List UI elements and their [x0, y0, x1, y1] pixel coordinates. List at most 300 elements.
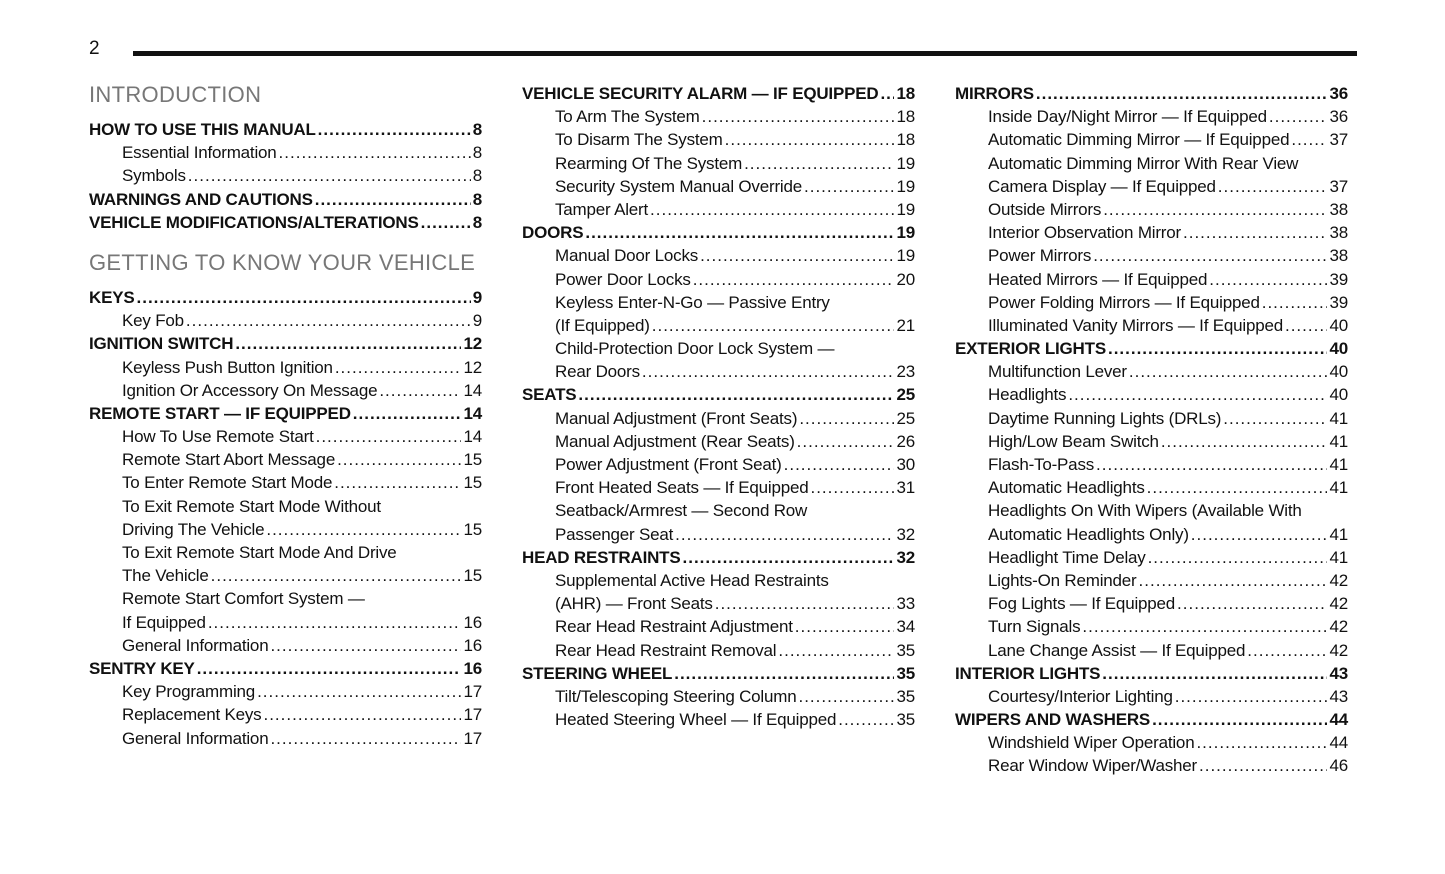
toc-entry[interactable]	[955, 430, 1348, 453]
entry-page: 35	[896, 686, 915, 706]
entry-page: 43	[1329, 686, 1348, 706]
entry-title: Tilt/Telescoping Steering Column	[555, 686, 797, 706]
entry-title: Power Mirrors	[988, 246, 1092, 266]
dot-leader	[1269, 105, 1328, 128]
entry-title: Automatic Headlights Only)	[988, 524, 1189, 544]
toc-entry[interactable]	[89, 164, 482, 187]
entry-title: VEHICLE MODIFICATIONS/ALTERATIONS	[89, 212, 419, 232]
dot-leader	[1175, 685, 1328, 708]
dot-leader	[693, 268, 895, 291]
toc-heading-entry[interactable]	[522, 662, 915, 685]
entry-title: To Enter Remote Start Mode	[122, 473, 333, 493]
toc-entry[interactable]	[89, 379, 482, 402]
dot-leader	[1082, 615, 1327, 638]
dot-leader	[1161, 430, 1328, 453]
toc-entry[interactable]	[522, 407, 915, 430]
entry-page: 8	[472, 189, 482, 209]
toc-entry[interactable]	[955, 569, 1348, 592]
entry-title: Remote Start Comfort System —	[122, 589, 365, 609]
entry-page: 41	[1329, 431, 1348, 451]
entry-page: 44	[1329, 710, 1348, 730]
entry-title: Automatic Dimming Mirror — If Equipped	[988, 130, 1290, 150]
dot-leader	[744, 152, 894, 175]
toc-entry[interactable]	[89, 309, 482, 332]
entry-title: Fog Lights — If Equipped	[988, 594, 1176, 614]
entry-title: Interior Observation Mirror	[988, 223, 1181, 243]
toc-entry[interactable]	[955, 175, 1348, 198]
dot-leader	[263, 703, 461, 726]
entry-title: Manual Door Locks	[555, 246, 699, 266]
entry-title: Front Heated Seats — If Equipped	[555, 478, 809, 498]
entry-page: 32	[896, 524, 915, 544]
entry-title: To Arm The System	[555, 107, 700, 127]
dot-leader	[257, 680, 461, 703]
entry-page: 36	[1329, 84, 1348, 103]
dot-leader	[1103, 198, 1327, 221]
dot-leader	[1191, 523, 1328, 546]
toc-heading-entry[interactable]	[522, 546, 915, 569]
dot-leader	[188, 164, 471, 187]
toc-entry[interactable]	[522, 244, 915, 267]
toc-entry	[522, 569, 915, 592]
entry-page: 14	[463, 403, 482, 423]
entry-title: Keyless Enter-N-Go — Passive Entry	[555, 292, 830, 312]
dot-leader	[1068, 383, 1327, 406]
dot-leader	[674, 662, 894, 685]
entry-page: 41	[1329, 455, 1348, 474]
toc-heading-entry[interactable]	[522, 82, 915, 105]
entry-title: Tamper Alert	[555, 199, 649, 219]
entry-title: Headlight Time Delay	[988, 547, 1146, 567]
entry-title: REMOTE START — IF EQUIPPED	[89, 403, 351, 423]
dot-leader	[652, 314, 895, 337]
entry-page: 41	[1329, 478, 1348, 498]
entry-title: Inside Day/Night Mirror — If Equipped	[988, 107, 1267, 127]
toc-entry[interactable]	[955, 639, 1348, 662]
entry-page: 15	[463, 519, 482, 539]
entry-title: The Vehicle	[122, 566, 209, 586]
dot-leader	[784, 453, 895, 476]
entry-page: 18	[896, 107, 915, 127]
dot-leader	[650, 198, 894, 221]
toc-entry[interactable]	[522, 360, 915, 383]
toc-entry	[522, 337, 915, 360]
entry-page: 35	[896, 710, 915, 730]
entry-page: 19	[896, 176, 915, 196]
entry-page: 38	[1329, 199, 1348, 219]
entry-title: Rearming Of The System	[555, 153, 743, 173]
entry-page: 40	[1329, 339, 1348, 359]
entry-title: SENTRY KEY	[89, 658, 195, 678]
dot-leader	[1129, 360, 1328, 383]
dot-leader	[700, 244, 894, 267]
entry-title: IGNITION SWITCH	[89, 334, 234, 354]
entry-title: How To Use Remote Start	[122, 427, 314, 447]
entry-page: 16	[463, 658, 482, 678]
toc-heading-entry[interactable]	[89, 211, 482, 234]
entry-page: 16	[463, 635, 482, 655]
entry-page: 14	[463, 380, 482, 400]
entry-page: 41	[1329, 408, 1348, 428]
entry-page: 26	[896, 431, 915, 451]
entry-title: EXTERIOR LIGHTS	[955, 339, 1106, 359]
entry-page: 16	[463, 612, 482, 632]
entry-page: 19	[896, 246, 915, 266]
toc-entry[interactable]	[522, 105, 915, 128]
toc-entry[interactable]	[89, 611, 482, 634]
toc-entry[interactable]	[955, 105, 1348, 128]
dot-leader	[642, 360, 895, 383]
dot-leader	[197, 657, 462, 680]
dot-leader	[810, 476, 894, 499]
entry-page: 36	[1329, 107, 1348, 127]
toc-column-1	[89, 82, 482, 750]
dot-leader	[1139, 569, 1328, 592]
entry-page: 39	[1329, 269, 1348, 289]
dot-leader	[1183, 221, 1327, 244]
entry-page: 8	[472, 212, 482, 232]
entry-page: 38	[1329, 246, 1348, 266]
dot-leader	[1096, 453, 1327, 476]
entry-title: Lights-On Reminder	[988, 570, 1137, 590]
dot-leader	[1147, 476, 1328, 499]
dot-leader	[715, 592, 895, 615]
dot-leader	[838, 708, 894, 731]
entry-title: Child-Protection Door Lock System —	[555, 339, 835, 359]
entry-title: Heated Steering Wheel — If Equipped	[555, 710, 837, 730]
toc-entry[interactable]	[955, 523, 1348, 546]
toc-entry[interactable]	[955, 476, 1348, 499]
toc-heading-entry[interactable]	[955, 82, 1348, 105]
dot-leader	[1152, 708, 1327, 731]
dot-leader	[1291, 128, 1327, 151]
entry-title: Rear Window Wiper/Washer	[988, 756, 1198, 776]
toc-entry[interactable]	[89, 425, 482, 448]
entry-title: VEHICLE SECURITY ALARM — IF EQUIPPED	[522, 84, 879, 103]
entry-page: 19	[896, 223, 915, 243]
toc-entry[interactable]	[955, 546, 1348, 569]
dot-leader	[235, 332, 461, 355]
toc-column-3	[955, 82, 1348, 778]
toc-entry[interactable]	[955, 685, 1348, 708]
dot-leader	[1108, 337, 1328, 360]
toc-heading-entry[interactable]	[89, 332, 482, 355]
entry-title: Keyless Push Button Ignition	[122, 357, 333, 377]
entry-title: MIRRORS	[955, 84, 1034, 103]
entry-page: 9	[472, 311, 482, 331]
dot-leader	[675, 523, 894, 546]
dot-leader	[585, 221, 894, 244]
toc-heading-entry[interactable]	[89, 657, 482, 680]
dot-leader	[804, 175, 894, 198]
entry-page: 46	[1329, 756, 1348, 776]
entry-page: 40	[1329, 362, 1348, 382]
entry-title: To Exit Remote Start Mode And Drive	[122, 543, 397, 562]
entry-title: Power Door Locks	[555, 269, 691, 289]
entry-page: 15	[463, 450, 482, 470]
dot-leader	[795, 615, 895, 638]
toc-entry[interactable]	[522, 523, 915, 546]
toc-entry[interactable]	[522, 453, 915, 476]
toc-entry	[955, 499, 1348, 522]
entry-page: 23	[896, 362, 915, 382]
toc-entry[interactable]	[955, 128, 1348, 151]
dot-leader	[1036, 82, 1328, 105]
toc-heading-entry[interactable]	[89, 188, 482, 211]
entry-title: Heated Mirrors — If Equipped	[988, 269, 1208, 289]
entry-page: 43	[1329, 663, 1348, 683]
toc-entry[interactable]	[89, 564, 482, 587]
toc-heading-entry[interactable]	[89, 286, 482, 309]
entry-title: High/Low Beam Switch	[988, 431, 1159, 451]
entry-title: Headlights	[988, 385, 1067, 405]
entry-page: 9	[472, 287, 482, 307]
entry-title: Symbols	[122, 166, 186, 186]
entry-title: Headlights On With Wipers (Available With	[988, 501, 1302, 521]
toc-entry[interactable]	[522, 198, 915, 221]
entry-title: Manual Adjustment (Front Seats)	[555, 408, 798, 428]
entry-page: 8	[472, 143, 482, 163]
dot-leader	[279, 141, 471, 164]
entry-title: Rear Head Restraint Removal	[555, 640, 777, 660]
section-heading: INTRODUCTION	[89, 82, 262, 107]
toc-entry[interactable]	[89, 727, 482, 750]
entry-page: 8	[472, 166, 482, 186]
toc-entry[interactable]	[89, 141, 482, 164]
entry-title: Replacement Keys	[122, 705, 262, 725]
toc-entry[interactable]	[955, 731, 1348, 754]
entry-title: SEATS	[522, 385, 577, 405]
entry-title: General Information	[122, 635, 269, 655]
entry-page: 38	[1329, 223, 1348, 243]
entry-page: 20	[896, 269, 915, 289]
toc-entry[interactable]	[89, 356, 482, 379]
toc-entry[interactable]	[89, 518, 482, 541]
toc-heading-entry[interactable]	[89, 118, 482, 141]
entry-title: Daytime Running Lights (DRLs)	[988, 408, 1222, 428]
dot-leader	[1148, 546, 1328, 569]
entry-page: 42	[1329, 617, 1348, 637]
entry-title: Outside Mirrors	[988, 199, 1102, 219]
entry-title: Multifunction Lever	[988, 362, 1127, 382]
toc-entry[interactable]	[955, 314, 1348, 337]
entry-title: HEAD RESTRAINTS	[522, 547, 681, 567]
entry-title: Power Folding Mirrors — If Equipped	[988, 292, 1260, 312]
entry-page: 18	[896, 130, 915, 150]
entry-page: 15	[463, 473, 482, 493]
toc-entry[interactable]	[522, 128, 915, 151]
entry-page: 12	[463, 357, 482, 377]
entry-title: Key Programming	[122, 682, 256, 702]
toc-entry[interactable]	[522, 175, 915, 198]
toc-entry[interactable]	[522, 615, 915, 638]
section-heading: GETTING TO KNOW YOUR VEHICLE	[89, 249, 476, 275]
entry-page: 35	[896, 640, 915, 660]
entry-title: Illuminated Vanity Mirrors — If Equipped	[988, 315, 1283, 335]
entry-page: 32	[896, 547, 915, 567]
toc-entry[interactable]	[955, 244, 1348, 267]
entry-page: 19	[896, 153, 915, 173]
entry-page: 31	[896, 478, 915, 498]
entry-page: 18	[896, 84, 915, 103]
toc-entry[interactable]	[522, 314, 915, 337]
toc-entry[interactable]	[89, 634, 482, 657]
entry-page: 35	[896, 663, 915, 683]
dot-leader	[315, 188, 471, 211]
toc-entry[interactable]	[89, 448, 482, 471]
dot-leader	[1209, 268, 1327, 291]
toc-heading-entry[interactable]	[89, 402, 482, 425]
entry-title: Power Adjustment (Front Seat)	[555, 455, 782, 474]
entry-title: Manual Adjustment (Rear Seats)	[555, 431, 795, 451]
toc-entry[interactable]	[955, 221, 1348, 244]
toc-heading-entry[interactable]	[955, 662, 1348, 685]
dot-leader	[1247, 639, 1327, 662]
toc-entry[interactable]	[522, 639, 915, 662]
entry-title: Rear Head Restraint Adjustment	[555, 617, 793, 637]
toc-entry[interactable]	[955, 407, 1348, 430]
dot-leader	[208, 611, 462, 634]
toc-entry[interactable]	[522, 430, 915, 453]
entry-page: 41	[1329, 524, 1348, 544]
dot-leader	[211, 564, 462, 587]
entry-page: 42	[1329, 640, 1348, 660]
dot-leader	[798, 685, 894, 708]
entry-page: 41	[1329, 547, 1348, 567]
toc-entry[interactable]	[522, 592, 915, 615]
entry-title: HOW TO USE THIS MANUAL	[89, 120, 316, 139]
entry-title: INTERIOR LIGHTS	[955, 663, 1101, 683]
dot-leader	[702, 105, 895, 128]
entry-title: To Exit Remote Start Mode Without	[122, 496, 381, 516]
dot-leader	[1093, 244, 1327, 267]
page-number: 2	[89, 38, 100, 59]
entry-title: Lane Change Assist — If Equipped	[988, 640, 1246, 660]
toc-entry[interactable]	[955, 360, 1348, 383]
dot-leader	[1223, 407, 1327, 430]
entry-title: WIPERS AND WASHERS	[955, 710, 1151, 730]
toc-heading-entry[interactable]	[522, 383, 915, 406]
entry-page: 34	[896, 617, 915, 637]
dot-leader	[353, 402, 462, 425]
toc-entry	[89, 587, 482, 610]
toc-entry[interactable]	[522, 152, 915, 175]
dot-leader	[799, 407, 894, 430]
dot-leader	[1177, 592, 1327, 615]
dot-leader	[778, 639, 894, 662]
entry-page: 17	[463, 728, 482, 748]
toc-entry[interactable]	[522, 268, 915, 291]
toc-entry[interactable]	[955, 754, 1348, 777]
toc-entry[interactable]	[89, 680, 482, 703]
entry-title: To Disarm The System	[555, 130, 723, 150]
entry-title: Courtesy/Interior Lighting	[988, 686, 1173, 706]
entry-title: Driving The Vehicle	[122, 519, 265, 539]
dot-leader	[316, 425, 462, 448]
dot-leader	[318, 118, 471, 141]
dot-leader	[725, 128, 895, 151]
dot-leader	[337, 448, 461, 471]
dot-leader	[421, 211, 471, 234]
entry-page: 25	[896, 385, 915, 405]
entry-page: 42	[1329, 594, 1348, 614]
toc-entry[interactable]	[955, 615, 1348, 638]
header-rule	[133, 51, 1357, 56]
entry-title: If Equipped	[122, 612, 206, 632]
entry-title: Camera Display — If Equipped	[988, 176, 1216, 196]
entry-page: 40	[1329, 315, 1348, 335]
entry-page: 14	[463, 427, 482, 447]
entry-page: 40	[1329, 385, 1348, 405]
toc-entry[interactable]	[89, 471, 482, 494]
entry-title: Key Fob	[122, 311, 184, 331]
toc-entry	[89, 541, 482, 564]
dot-leader	[270, 727, 461, 750]
toc-entry[interactable]	[89, 703, 482, 726]
entry-page: 8	[472, 120, 482, 139]
toc-entry	[522, 291, 915, 314]
entry-title: Automatic Headlights	[988, 478, 1145, 498]
toc-heading-entry[interactable]	[522, 221, 915, 244]
entry-page: 33	[896, 594, 915, 614]
entry-title: Passenger Seat	[555, 524, 674, 544]
dot-leader	[335, 356, 462, 379]
dot-leader	[1285, 314, 1328, 337]
toc-entry[interactable]	[955, 592, 1348, 615]
entry-title: Flash-To-Pass	[988, 455, 1095, 474]
entry-page: 37	[1329, 176, 1348, 196]
toc-entry[interactable]	[522, 476, 915, 499]
dot-leader	[1199, 754, 1327, 777]
toc-entry[interactable]	[522, 708, 915, 731]
dot-leader	[334, 471, 461, 494]
entry-page: 37	[1329, 130, 1348, 150]
toc-column-2	[522, 82, 915, 731]
entry-title: Security System Manual Override	[555, 176, 802, 196]
entry-page: 39	[1329, 292, 1348, 312]
toc-heading-entry[interactable]	[955, 708, 1348, 731]
entry-page: 17	[463, 705, 482, 725]
toc-entry	[522, 499, 915, 522]
entry-title: Seatback/Armrest — Second Row	[555, 501, 808, 521]
entry-title: STEERING WHEEL	[522, 663, 673, 683]
dot-leader	[266, 518, 461, 541]
entry-title: (If Equipped)	[555, 315, 650, 335]
entry-page: 19	[896, 199, 915, 219]
dot-leader	[186, 309, 471, 332]
toc-entry[interactable]	[955, 198, 1348, 221]
entry-title: Supplemental Active Head Restraints	[555, 570, 829, 590]
entry-title: Essential Information	[122, 143, 277, 163]
entry-title: Turn Signals	[988, 617, 1081, 637]
entry-page: 15	[463, 566, 482, 586]
toc-entry[interactable]	[955, 268, 1348, 291]
dot-leader	[1196, 731, 1327, 754]
entry-title: Automatic Dimming Mirror With Rear View	[988, 153, 1299, 173]
entry-page: 44	[1329, 733, 1348, 753]
toc-entry[interactable]	[955, 291, 1348, 314]
toc-entry[interactable]	[522, 685, 915, 708]
dot-leader	[797, 430, 895, 453]
toc-entry[interactable]	[955, 383, 1348, 406]
toc-entry[interactable]	[955, 453, 1348, 476]
toc-heading-entry[interactable]	[955, 337, 1348, 360]
toc-entry	[955, 152, 1348, 175]
entry-title: Ignition Or Accessory On Message	[122, 380, 378, 400]
toc-entry	[89, 495, 482, 518]
dot-leader	[1262, 291, 1328, 314]
dot-leader	[683, 546, 895, 569]
